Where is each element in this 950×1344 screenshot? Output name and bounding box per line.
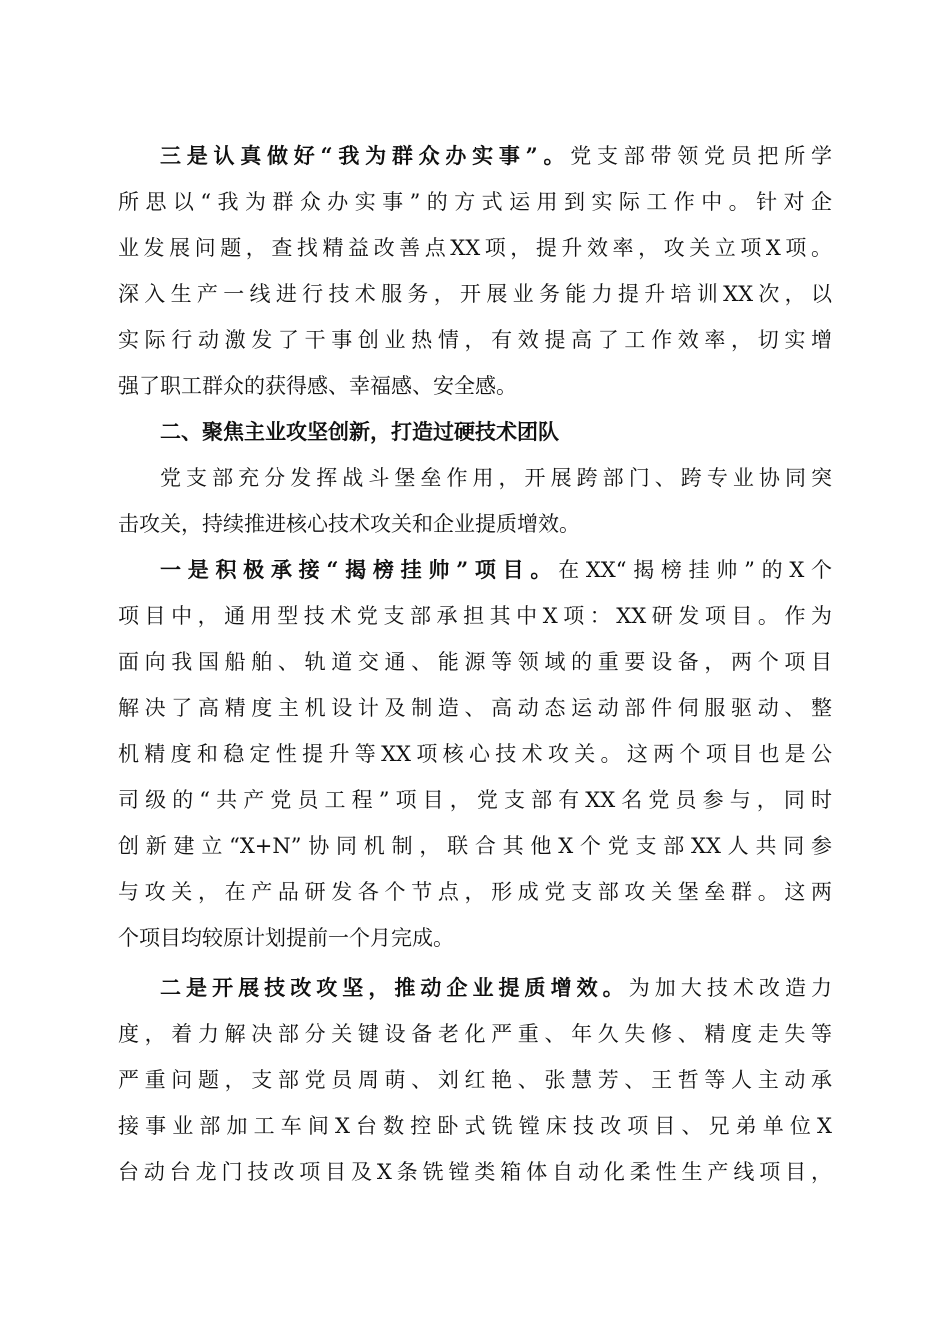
- paragraph-line: 台动台龙门技改项目及X条铣镗类箱体自动化柔性生产线项目，: [118, 1160, 832, 1184]
- paragraph-tech-upgrade: [118, 965, 832, 1195]
- paragraph-line: 接事业部加工车间X台数控卧式铣镗床技改项目、兄弟单位X: [118, 1114, 832, 1138]
- paragraph-lead: 二是开展技改攻坚，推动企业提质增效。: [160, 975, 629, 1000]
- paragraph-service: [118, 133, 832, 409]
- paragraph-line: [118, 547, 832, 593]
- paragraph-line: 严重问题，支部党员周萌、刘红艳、张慧芳、王哲等人主动承: [118, 1068, 832, 1092]
- paragraph-line: 项目中，通用型技术党支部承担其中X项：XX研发项目。作为: [118, 604, 832, 628]
- paragraph-line: 面向我国船舶、轨道交通、能源等领域的重要设备，两个项目: [118, 650, 832, 674]
- paragraph-line: 与攻关，在产品研发各个节点，形成党支部攻关堡垒群。这两: [118, 880, 832, 904]
- paragraph-line: 党支部充分发挥战斗堡垒作用，开展跨部门、跨专业协同突: [160, 466, 832, 490]
- paragraph-lead: 三是认真做好“我为群众办实事”。: [160, 143, 571, 168]
- paragraph-line: 实际行动激发了干事创业热情，有效提高了工作效率，切实增: [118, 328, 832, 352]
- paragraph-line: 击攻关，持续推进核心技术攻关和企业提质增效。: [118, 512, 580, 536]
- paragraph-line: 所思以“我为群众办实事”的方式运用到实际工作中。针对企: [118, 190, 832, 214]
- paragraph-line: 度，着力解决部分关键设备老化严重、年久失修、精度走失等: [118, 1022, 832, 1046]
- document-body: [118, 133, 832, 1195]
- paragraph-intro: [118, 455, 832, 547]
- paragraph-lead: 一是积极承接“揭榜挂帅”项目。: [160, 557, 559, 582]
- paragraph-line: 创新建立“X+N”协同机制，联合其他X个党支部XX人共同参: [118, 834, 832, 858]
- section-heading: [118, 409, 832, 455]
- paragraph-text: 为加大技术改造力: [628, 976, 832, 1000]
- paragraph-text: 在XX“揭榜挂帅”的X个: [558, 558, 832, 582]
- paragraph-projects: [118, 547, 832, 961]
- paragraph-line: 强了职工群众的获得感、幸福感、安全感。: [118, 374, 517, 398]
- paragraph-text: 党支部带领党员把所学: [570, 144, 832, 168]
- section-heading-text: 二、聚焦主业攻坚创新，打造过硬技术团队: [160, 420, 559, 444]
- paragraph-line: 个项目均较原计划提前一个月完成。: [118, 926, 454, 950]
- paragraph-line: 深入生产一线进行技术服务，开展业务能力提升培训XX次，以: [118, 282, 832, 306]
- paragraph-line: 机精度和稳定性提升等XX项核心技术攻关。这两个项目也是公: [118, 742, 832, 766]
- paragraph-line: 业发展问题，查找精益改善点XX项，提升效率，攻关立项X项。: [118, 236, 832, 260]
- paragraph-line: 解决了高精度主机设计及制造、高动态运动部件伺服驱动、整: [118, 696, 832, 720]
- paragraph-line: [118, 965, 832, 1011]
- paragraph-line: [118, 133, 832, 179]
- paragraph-line: 司级的“共产党员工程”项目，党支部有XX名党员参与，同时: [118, 788, 832, 812]
